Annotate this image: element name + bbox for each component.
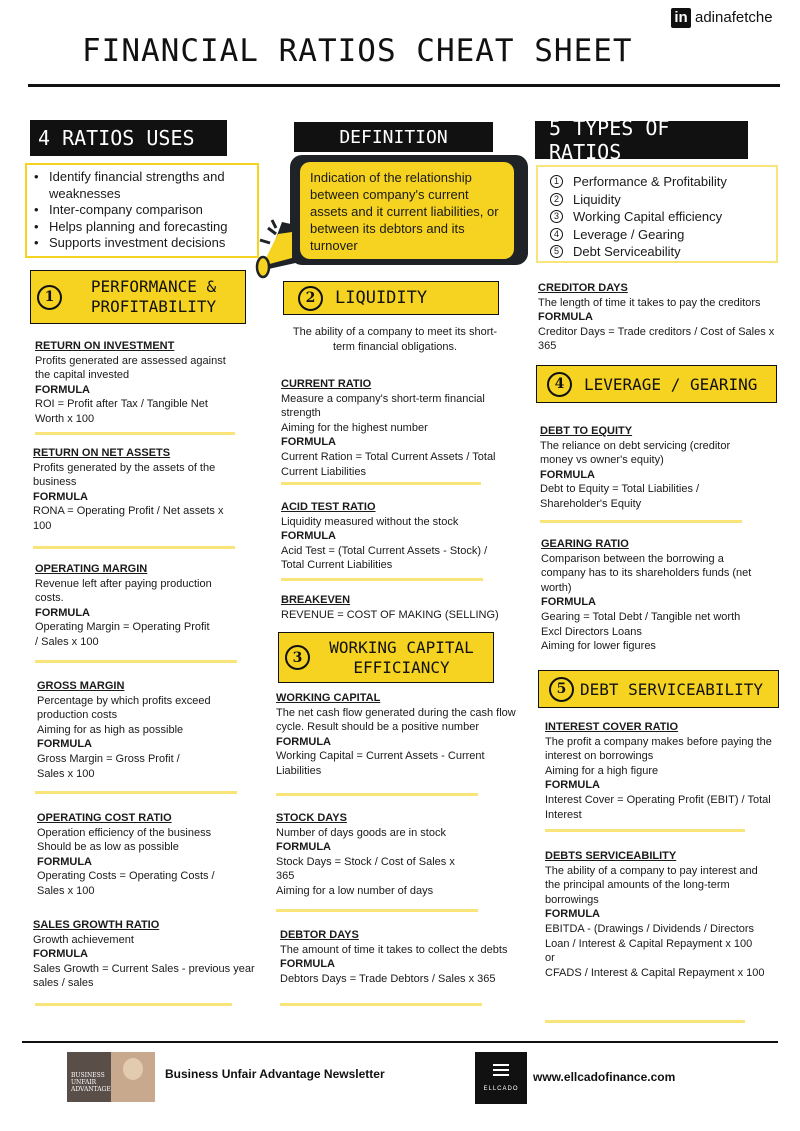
block-aim: Aiming for lower figures [541,640,656,653]
block-aim: Aiming for as high as possible [37,723,184,736]
section-title: LEVERAGE / GEARING [584,374,758,394]
formula-label: FORMULA [545,779,600,792]
formula-label: FORMULA [35,383,90,396]
list-item: • Supports investment decisions [27,235,257,252]
block-title: ACID TEST RATIO [281,501,376,513]
operating-margin-block [35,562,215,650]
page-title: FINANCIAL RATIOS CHEAT SHEET [82,33,633,69]
section-performance-header [30,270,246,324]
formula-text-alt: CFADS / Interest & Capital Repayment x 100 [545,966,765,979]
section-title: PERFORMANCE & PROFITABILITY [90,277,217,316]
block-desc: Profits generated by the assets of the business [33,461,216,489]
linkedin-handle[interactable]: adinafetche [695,9,773,26]
number-badge: 5 [550,245,563,258]
debt-equity-block [540,424,755,512]
debts-serviceability-block [545,849,765,980]
formula-label: FORMULA [545,908,600,921]
formula-label: FORMULA [541,596,596,609]
list-item: • Inter-company comparison [27,202,257,219]
number-badge: 1 [550,175,563,188]
sales-growth-block [33,918,273,991]
newsletter-link[interactable]: Business Unfair Advantage Newsletter [165,1067,385,1081]
block-desc: The ability of a company to pay interest and the principal amounts of the long-term borrowings [545,864,758,906]
formula-text: Debtors Days = Trade Debtors / Sales x 365 [280,972,496,985]
linkedin-icon: in [671,8,691,28]
formula-label: FORMULA [37,738,92,751]
list-item: • Helps planning and forecasting [27,219,257,236]
ellcado-logo: ELLCADO [475,1052,527,1104]
block-extra: Excl Directors Loans [541,625,642,638]
formula-or: or [545,952,555,965]
list-item [550,173,776,191]
block-title: CREDITOR DAYS [538,282,628,294]
footer-divider [22,1041,778,1043]
section-number: 2 [298,286,323,311]
formula-text: Gross Margin = Gross Profit / Sales x 100 [37,752,180,780]
formula-label: FORMULA [276,841,331,854]
formula-label: FORMULA [281,436,336,449]
section-leverage-header [536,365,777,403]
block-title: CURRENT RATIO [281,378,372,390]
block-title: RETURN ON NET ASSETS [33,447,171,459]
operating-cost-block [37,811,237,899]
section-number: 5 [549,677,574,702]
formula-label: FORMULA [37,855,92,868]
acid-test-block [281,500,506,573]
block-title: STOCK DAYS [276,812,347,824]
block-desc: Profits generated are assessed against the capital invested [35,354,226,382]
formula-text: ROI = Profit after Tax / Tangible Net Worth x 100 [35,398,208,425]
thumbnail-face [123,1058,143,1080]
list-item-label: Performance & Profitability [573,174,727,189]
block-desc: The reliance on debt servicing (creditor money vs owner's equity) [540,439,731,467]
formula-text: Gearing = Total Debt / Tangible net worth [541,610,741,623]
section-number: 1 [37,285,62,310]
divider [540,520,742,523]
block-desc: Operation efficiency of the business [37,826,212,839]
divider [276,793,478,796]
list-item-label: Leverage / Gearing [573,226,685,242]
formula-label: FORMULA [281,530,336,543]
block-title: DEBTS SERVICEABILITY [545,850,677,862]
list-item: • Identify financial strengths and weaknesses [27,169,241,202]
divider [281,482,481,485]
definition-label: DEFINITION [294,122,493,152]
divider [35,660,237,663]
block-aim: Aiming for a high figure [545,764,659,777]
list-item-label: Liquidity [573,191,621,207]
debtor-days-block [280,928,530,986]
number-badge: 3 [550,210,563,223]
divider [545,829,745,832]
liquidity-intro: The ability of a company to meet its short-term financial obligations. [292,326,498,353]
current-ratio-block [281,377,506,479]
section-working-capital-header [278,632,494,683]
divider [33,546,235,549]
formula-text: Operating Costs = Operating Costs / Sales x 100 [37,870,215,897]
website-link[interactable]: www.ellcadofinance.com [533,1070,676,1084]
formula-text: Current Ration = Total Current Assets / Total Current Liabilities [281,450,496,478]
block-desc: Revenue left after paying production costs. [35,577,212,605]
block-title: WORKING CAPITAL [276,692,381,704]
types-box [536,165,778,263]
block-title: DEBT TO EQUITY [540,425,633,437]
list-item [550,208,776,226]
formula-text: EBITDA - (Drawings / Dividends / Directors Loan / Interest & Capital Repayment x 100 [545,922,755,950]
uses-label: 4 RATIOS USES [30,120,227,156]
section-number: 4 [547,372,572,397]
types-list [538,167,776,261]
stock-days-block [276,811,476,899]
block-title: OPERATING MARGIN [35,563,148,575]
formula-text: Creditor Days = Trade creditors / Cost of Sales x 365 [538,325,775,353]
number-badge: 4 [550,228,563,241]
formula-text: Sales Growth = Current Sales - previous year sales / sales [33,962,255,990]
definition-text: Indication of the relationship between company's current assets and it current liabilities, or between its debtors and its turnover [310,170,499,253]
block-desc: Growth achievement [33,933,134,946]
divider [280,1003,482,1006]
divider [35,791,237,794]
block-desc: Measure a company's short-term financial strength [281,392,485,420]
list-item [550,243,776,261]
block-title: INTEREST COVER RATIO [545,721,679,733]
formula-text: Stock Days = Stock / Cost of Sales x 365 [276,855,455,883]
formula-text: Working Capital = Current Assets - Current Liabilities [276,750,485,777]
block-aim: Should be as low as possible [37,841,179,854]
divider [35,432,235,435]
block-desc: The amount of time it takes to collect the debts [280,943,508,956]
section-title: WORKING CAPITAL EFFICIANCY [329,637,474,677]
interest-cover-block [545,720,775,822]
divider [35,1003,232,1006]
list-item-label: Working Capital efficiency [573,209,723,224]
list-item-label: Debt Serviceability [573,244,681,259]
list-item [550,191,776,209]
creditor-days-block [538,281,783,354]
block-desc: Liquidity measured without the stock [281,515,459,528]
list-item [550,226,776,244]
block-desc: Percentage by which profits exceed production costs [37,694,211,722]
block-desc: Number of days goods are in stock [276,826,446,839]
divider [281,578,483,581]
block-desc: Comparison between the borrowing a company has to its shareholders funds (net worth) [541,552,752,594]
formula-label: FORMULA [276,735,331,748]
formula-text: Operating Margin = Operating Profit / Sales x 100 [35,621,210,648]
block-aim: Aiming for the highest number [281,421,428,434]
newsletter-thumbnail[interactable] [67,1052,155,1102]
roi-block [35,339,235,427]
block-title: DEBTOR DAYS [280,929,359,941]
formula-text: REVENUE = COST OF MAKING (SELLING) [281,608,499,621]
block-title: OPERATING COST RATIO [37,812,172,824]
block-title: GROSS MARGIN [37,680,125,692]
divider [276,909,478,912]
formula-label: FORMULA [33,490,88,503]
block-title: GEARING RATIO [541,538,629,550]
gearing-block [541,537,771,654]
formula-text: Debt to Equity = Total Liabilities / Shareholder's Equity [540,483,700,510]
formula-label: FORMULA [280,958,335,971]
megaphone-icon [254,218,304,284]
uses-list [27,165,257,252]
title-divider [28,84,780,87]
section-debt-serviceability-header [538,670,779,708]
section-liquidity-header [283,281,499,315]
formula-label: FORMULA [33,948,88,961]
formula-text: RONA = Operating Profit / Net assets x 100 [33,505,224,532]
formula-label: FORMULA [540,468,595,481]
formula-text: Interest Cover = Operating Profit (EBIT) / Total Interest [545,793,771,821]
definition-box [300,162,514,259]
uses-box [25,163,259,258]
block-desc: The length of time it takes to pay the creditors [538,296,761,309]
section-number: 3 [285,645,310,670]
section-title: DEBT SERVICEABILITY [580,679,764,699]
block-desc: The net cash flow generated during the cash flow cycle. Result should be a positive number [276,706,516,734]
block-title: SALES GROWTH RATIO [33,919,160,931]
block-title: RETURN ON INVESTMENT [35,340,175,352]
working-capital-block [276,691,526,779]
block-aim: Aiming for a low number of days [276,884,434,897]
types-label: 5 TYPES OF RATIOS [535,121,748,159]
formula-label: FORMULA [35,606,90,619]
formula-text: Acid Test = (Total Current Assets - Stock) / Total Current Liabilities [281,544,488,572]
rona-block [33,446,233,534]
block-desc: The profit a company makes before paying the interest on borrowings [545,735,772,763]
breakeven-block [281,593,506,622]
gross-margin-block [37,679,237,781]
divider [545,1020,745,1023]
number-badge: 2 [550,193,563,206]
section-title: LIQUIDITY [335,288,428,308]
block-title: BREAKEVEN [281,594,351,606]
thumbnail-text: BUSINESS UNFAIR ADVANTAGE [71,1072,111,1093]
formula-label: FORMULA [538,311,593,324]
